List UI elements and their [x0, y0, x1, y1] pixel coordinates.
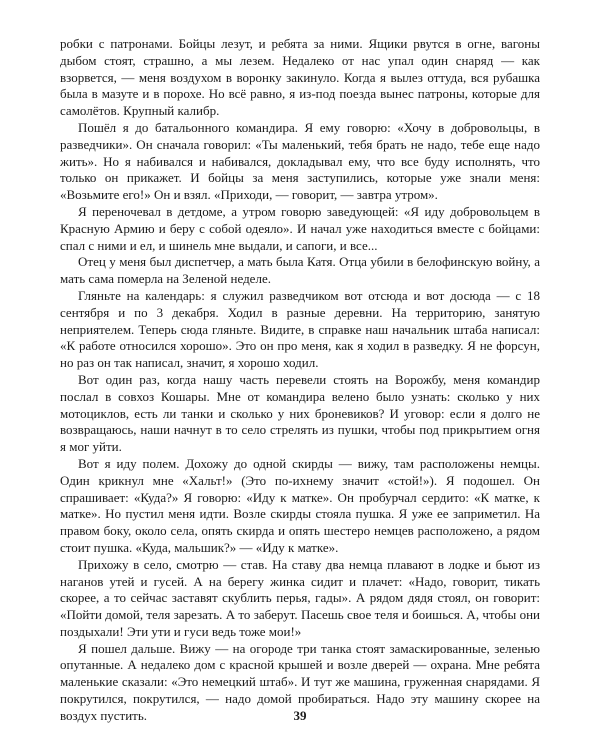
- paragraph-6: Вот один раз, когда нашу часть перевели стоять на Ворожбу, меня командир послал в совхоз Кошары. Мне от командира велено было узнать: сколько у них мотоциклов, есть ли танки и сколько у них броневиков? И уговор: если я долго не возвращаюсь, наши начнут в то село стрелять из пушки, чтобы под прикрытием огня я мог уйти.: [60, 371, 540, 455]
- paragraph-7: Вот я иду полем. Дохожу до одной скирды — вижу, там расположены немцы. Один крикнул мне «Хальт!» (Это по-ихнему значит «стой!»). Я подошел. Он спрашивает: «Куда?» Я говорю: «Иду к матке». Он пробурчал сердито: «К матке, к матке». Но пустил меня идти. Возле скирды стояла пушка. Я уже ее заприметил. На правом боку, около села, опять скирда и опять шестеро немцев расположено, а рядом стоит пушка. «Куда, мальшик?» — «Иду к матке».: [60, 455, 540, 555]
- page-body: [60, 36, 540, 725]
- paragraph-2: Пошёл я до батальонного командира. Я ему говорю: «Хочу в добровольцы, в разведчики». Он сначала говорил: «Ты маленький, тебя брать не надо, тебе еще надо жить». Но я набивался и набивался, докладывал ему, что все буду исполнять, что только он прикажет. И бойцы за меня заступились, которые уже знали меня: «Возьмите его!» Он и взял. «Приходи, — говорит, — завтра утром».: [60, 119, 540, 203]
- paragraph-9: Я пошел дальше. Вижу — на огороде три танка стоят замаскированные, зеленью опутанные. А недалеко дом с красной крышей и возле дверей — охрана. Мне ребята маленькие сказали: «Это немецкий штаб». И тут же машина, груженная снарядами. Я покрутился, покрутился, — надо домой пробираться. Надо эту машину скорее на воздух пустить.: [60, 640, 540, 723]
- paragraph-5: Гляньте на календарь: я служил разведчиком вот отсюда и вот досюда — с 18 сентября и по 3 декабря. Ходил в разные деревни. На территорию, занятую неприятелем. Теперь сюда гляньте. Видите, в справке наш начальник штаба написал: «К работе относился хорошо». Это он про меня, как я ходил в разведку. Я не форсун, но раз он так написал, значит, я хорошо ходил.: [60, 287, 540, 371]
- paragraph-4: Отец у меня был диспетчер, а мать была Катя. Отца убили в белофинскую войну, а мать сама померла на Зеленой неделе.: [60, 254, 540, 287]
- paragraph-3: Я переночевал в детдоме, а утром говорю заведующей: «Я иду добровольцем в Красную Армию и беру с собой одеяло». И начал уже находиться вместе с бойцами: спал с ними и ел, и шинель мне выдали, и сапоги, и все...: [60, 203, 540, 253]
- paragraph-1: робки с патронами. Бойцы лезут, и ребята за ними. Ящики рвутся в огне, вагоны дыбом стоят, страшно, а мы лезем. Недалеко от нас упал один снаряд — как взорвется, — меня воздухом в воронку закинуло. Когда я вылез оттуда, вся рубашка была в мазуте и в порохе. Но всё равно, я из-под поезда вынес патроны, которые для самолётов. Крупный калибр.: [60, 36, 540, 119]
- page-number: 39: [293, 708, 307, 723]
- paragraph-8: Прихожу в село, смотрю — став. На ставу два немца плавают в лодке и бьют из наганов утей и гусей. А на берегу жинка сидит и плачет: «Надо, говорит, тикать скорее, а то сейчас заставят скублить перья, гады». А рядом дядя стоял, он говорит: «Пойти домой, теля зарезать. А то заберут. Пасешь свое теля и боишься. А, чтобы они поздыхали! Эти ути и гуси ведь тоже мои!»: [60, 556, 540, 639]
